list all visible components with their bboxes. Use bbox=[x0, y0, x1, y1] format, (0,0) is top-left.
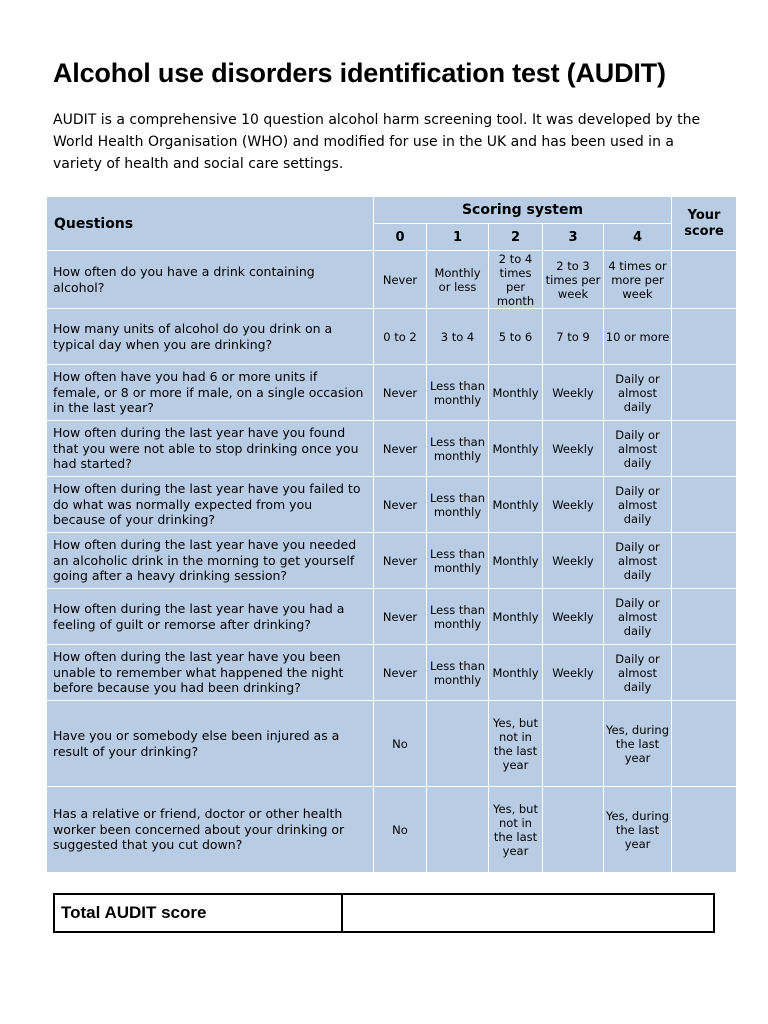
scoring-system-header: Scoring system bbox=[374, 197, 672, 224]
audit-table bbox=[46, 196, 737, 873]
question-row bbox=[47, 309, 737, 365]
question-text: How often during the last year have you failed to do what was normally expected from you because of your drinking? bbox=[47, 477, 374, 533]
question-row bbox=[47, 477, 737, 533]
answer-option-3: 7 to 9 bbox=[543, 309, 604, 365]
answer-option-2: Monthly bbox=[489, 533, 543, 589]
question-text: How often have you had 6 or more units if female, or 8 or more if male, on a single occasion in the last year? bbox=[47, 365, 374, 421]
answer-option-0: No bbox=[374, 787, 427, 873]
answer-option-3: 2 to 3 times per week bbox=[543, 251, 604, 309]
your-score-cell[interactable] bbox=[672, 251, 737, 309]
answer-option-1 bbox=[427, 787, 489, 873]
score-header-1: 1 bbox=[427, 224, 489, 251]
your-score-cell[interactable] bbox=[672, 309, 737, 365]
answer-option-3: Weekly bbox=[543, 421, 604, 477]
answer-option-2: Yes, but not in the last year bbox=[489, 787, 543, 873]
answer-option-3: Weekly bbox=[543, 645, 604, 701]
question-text: How often during the last year have you had a feeling of guilt or remorse after drinking? bbox=[47, 589, 374, 645]
question-text: How often do you have a drink containing alcohol? bbox=[47, 251, 374, 309]
answer-option-4: Daily or almost daily bbox=[604, 533, 672, 589]
answer-option-0: Never bbox=[374, 251, 427, 309]
score-header-3: 3 bbox=[543, 224, 604, 251]
answer-option-0: Never bbox=[374, 365, 427, 421]
answer-option-2: 2 to 4 times per month bbox=[489, 251, 543, 309]
answer-option-1: Less than monthly bbox=[427, 421, 489, 477]
answer-option-1: Less than monthly bbox=[427, 365, 489, 421]
answer-option-0: Never bbox=[374, 477, 427, 533]
answer-option-4: Daily or almost daily bbox=[604, 477, 672, 533]
answer-option-1: 3 to 4 bbox=[427, 309, 489, 365]
answer-option-3: Weekly bbox=[543, 589, 604, 645]
intro-paragraph: AUDIT is a comprehensive 10 question alcohol harm screening tool. It was developed by the World Health Organisation (WHO) and modified for use in the UK and has been used in a variety of health and social care settings. bbox=[53, 112, 701, 172]
question-text: How often during the last year have you been unable to remember what happened the night before because you had been drinking? bbox=[47, 645, 374, 701]
your-score-cell[interactable] bbox=[672, 477, 737, 533]
score-header-4: 4 bbox=[604, 224, 672, 251]
your-score-cell[interactable] bbox=[672, 421, 737, 477]
answer-option-1: Less than monthly bbox=[427, 533, 489, 589]
question-row bbox=[47, 421, 737, 477]
your-score-header: Your score bbox=[672, 197, 737, 251]
your-score-cell[interactable] bbox=[672, 787, 737, 873]
answer-option-0: 0 to 2 bbox=[374, 309, 427, 365]
answer-option-0: No bbox=[374, 701, 427, 787]
your-score-cell[interactable] bbox=[672, 645, 737, 701]
your-score-cell[interactable] bbox=[672, 701, 737, 787]
answer-option-3: Weekly bbox=[543, 365, 604, 421]
answer-option-4: Daily or almost daily bbox=[604, 645, 672, 701]
score-header-0: 0 bbox=[374, 224, 427, 251]
question-text: How often during the last year have you needed an alcoholic drink in the morning to get yourself going after a heavy drinking session? bbox=[47, 533, 374, 589]
answer-option-4: Daily or almost daily bbox=[604, 365, 672, 421]
answer-option-1 bbox=[427, 701, 489, 787]
answer-option-4: Yes, during the last year bbox=[604, 701, 672, 787]
question-row bbox=[47, 251, 737, 309]
question-text: Have you or somebody else been injured as a result of your drinking? bbox=[47, 701, 374, 787]
your-score-cell[interactable] bbox=[672, 589, 737, 645]
answer-option-0: Never bbox=[374, 645, 427, 701]
question-row bbox=[47, 533, 737, 589]
total-audit-score-box bbox=[53, 893, 715, 933]
total-audit-score-value[interactable] bbox=[343, 895, 713, 931]
answer-option-2: Yes, but not in the last year bbox=[489, 701, 543, 787]
question-row bbox=[47, 589, 737, 645]
total-audit-score-label: Total AUDIT score bbox=[55, 895, 343, 931]
answer-option-2: Monthly bbox=[489, 589, 543, 645]
answer-option-4: Daily or almost daily bbox=[604, 421, 672, 477]
question-text: How many units of alcohol do you drink on a typical day when you are drinking? bbox=[47, 309, 374, 365]
question-text: How often during the last year have you found that you were not able to stop drinking once you had started? bbox=[47, 421, 374, 477]
answer-option-3 bbox=[543, 787, 604, 873]
answer-option-2: Monthly bbox=[489, 477, 543, 533]
score-header-2: 2 bbox=[489, 224, 543, 251]
answer-option-3: Weekly bbox=[543, 533, 604, 589]
answer-option-3: Weekly bbox=[543, 477, 604, 533]
page-title: Alcohol use disorders identification test (AUDIT) bbox=[53, 58, 666, 88]
answer-option-3 bbox=[543, 701, 604, 787]
answer-option-1: Less than monthly bbox=[427, 477, 489, 533]
answer-option-0: Never bbox=[374, 421, 427, 477]
answer-option-4: 10 or more bbox=[604, 309, 672, 365]
answer-option-2: Monthly bbox=[489, 645, 543, 701]
questions-header: Questions bbox=[47, 197, 374, 251]
question-row bbox=[47, 787, 737, 873]
answer-option-0: Never bbox=[374, 589, 427, 645]
answer-option-2: Monthly bbox=[489, 421, 543, 477]
answer-option-2: 5 to 6 bbox=[489, 309, 543, 365]
answer-option-1: Less than monthly bbox=[427, 645, 489, 701]
answer-option-0: Never bbox=[374, 533, 427, 589]
your-score-cell[interactable] bbox=[672, 533, 737, 589]
answer-option-1: Less than monthly bbox=[427, 589, 489, 645]
answer-option-1: Monthly or less bbox=[427, 251, 489, 309]
question-text: Has a relative or friend, doctor or other health worker been concerned about your drinking or suggested that you cut down? bbox=[47, 787, 374, 873]
question-row bbox=[47, 701, 737, 787]
question-row bbox=[47, 645, 737, 701]
your-score-cell[interactable] bbox=[672, 365, 737, 421]
answer-option-4: 4 times or more per week bbox=[604, 251, 672, 309]
question-row bbox=[47, 365, 737, 421]
answer-option-4: Yes, during the last year bbox=[604, 787, 672, 873]
answer-option-4: Daily or almost daily bbox=[604, 589, 672, 645]
answer-option-2: Monthly bbox=[489, 365, 543, 421]
